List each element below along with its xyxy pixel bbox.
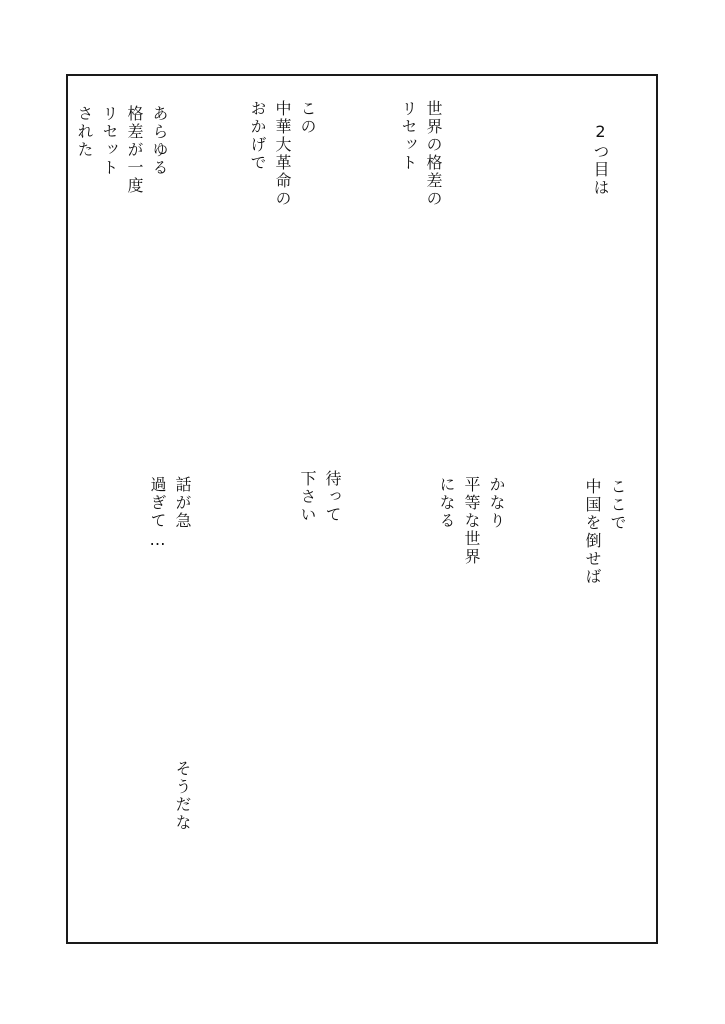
speech-bubble-koko-de: ここで 中国を倒せば xyxy=(583,478,627,586)
speech-bubble-sekai-no-kakusa: 世界の格差の リセット xyxy=(399,100,443,208)
speech-bubble-arayuru-kakusa: あらゆる 格差が一度 リセット された xyxy=(75,105,169,195)
speech-bubble-kanari-byodo: かなり 平等な世界 になる xyxy=(437,476,506,566)
speech-bubble-hanashi-ga-kyu: 話が急 過ぎて… xyxy=(148,476,192,551)
speech-bubble-sou-da-na: そうだな xyxy=(173,760,192,832)
speech-bubble-matte-kudasai: 待って 下さい xyxy=(298,470,342,524)
speech-bubble-2tsume: 2つ目は xyxy=(591,122,610,197)
speech-bubble-chuka-daikakumei: この 中華大革命の おかげで xyxy=(248,100,317,208)
